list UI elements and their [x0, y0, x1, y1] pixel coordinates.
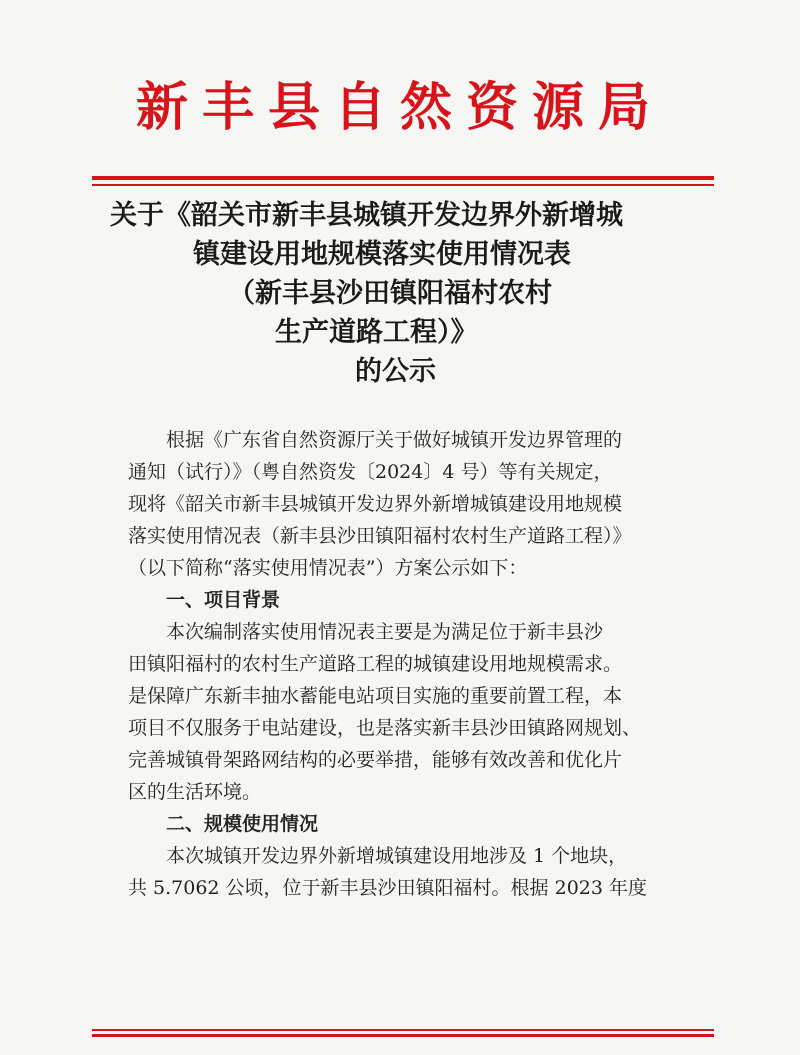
intro-line: 现将《韶关市新丰县城镇开发边界外新增城镇建设用地规模 — [128, 493, 623, 515]
title-line: 关于《韶关市新丰县城镇开发边界外新增城 — [110, 200, 623, 231]
title-line: 的公示 — [355, 356, 436, 387]
section-heading-scale-usage: 二、规模使用情况 — [166, 813, 319, 835]
section1-line: 区的生活环境。 — [128, 781, 262, 803]
notice-title — [110, 196, 710, 391]
notice-body — [128, 424, 688, 904]
section2-line: 共 5.7062 公顷，位于新丰县沙田镇阳福村。根据 2023 年度 — [128, 877, 647, 899]
header-red-rule-thick — [92, 176, 714, 180]
intro-line: 落实使用情况表（新丰县沙田镇阳福村农村生产道路工程）》 — [128, 525, 632, 547]
section-heading-background: 一、项目背景 — [166, 589, 281, 611]
title-line: 生产道路工程）》 — [275, 317, 478, 348]
section1-line: 完善城镇骨架路网结构的必要举措，能够有效改善和优化片 — [128, 749, 623, 771]
intro-line: 根据《广东省自然资源厅关于做好城镇开发边界管理的 — [166, 429, 623, 451]
intro-line: 通知（试行）》（粤自然资发〔2024〕4 号）等有关规定， — [128, 461, 613, 483]
section1-line: 田镇阳福村的农村生产道路工程的城镇建设用地规模需求。 — [128, 653, 623, 675]
section1-line: 是保障广东新丰抽水蓄能电站项目实施的重要前置工程，本 — [128, 685, 623, 707]
section1-line: 本次编制落实使用情况表主要是为满足位于新丰县沙 — [166, 621, 604, 643]
footer-red-rule-thin — [92, 1029, 714, 1031]
organization-header: 新丰县自然资源局 — [135, 77, 664, 138]
title-line: （新丰县沙田镇阳福村农村 — [228, 278, 552, 309]
section1-line: 项目不仅服务于电站建设，也是落实新丰县沙田镇路网规划、 — [128, 717, 642, 739]
intro-line: （以下简称“落实使用情况表”）方案公示如下： — [128, 557, 528, 579]
title-line: 镇建设用地规模落实使用情况表 — [193, 239, 571, 270]
header-red-rule-thin — [92, 184, 714, 186]
footer-red-rule-thick — [92, 1034, 714, 1037]
section2-line: 本次城镇开发边界外新增城镇建设用地涉及 1 个地块， — [166, 845, 628, 867]
